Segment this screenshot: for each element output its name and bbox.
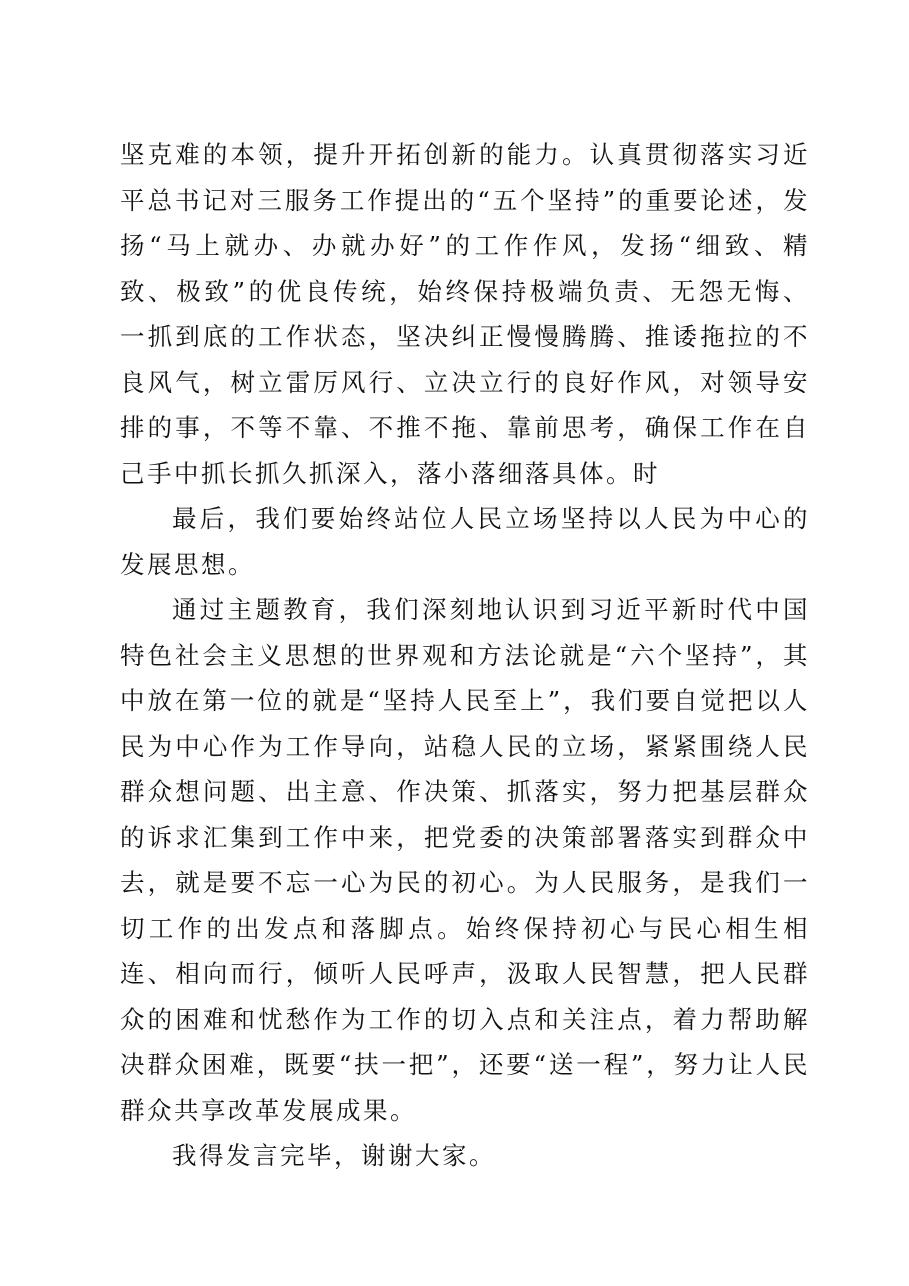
paragraph-closing: 我得发言完毕，谢谢大家。: [172, 1141, 496, 1170]
paragraph-theme-education: 通过主题教育，我们深刻地认识到习近平新时代中国特色社会主义思想的世界观和方法论就是“六个坚持”，其中放在第一位的就是“坚持人民至上”，我们要自觉把以人民为中心作为工作导向，站稳人民的立场，紧紧围绕人民群众想问题、出主意、作决策、抓落实，努力把基层群众的诉求汇集到工作中来，把党委的决策部署落实到群众中去，就是要不忘一心为民的初心。为人民服务，是我们一切工作的出发点和落脚点。始终保持初心与民心相生相连、相向而行，倾听人民呼声，汲取人民智慧，把人民群众的困难和忧愁作为工作的切入点和关注点，着力帮助解决群众困难，既要“扶一把”，还要“送一程”，努力让人民群众共享改革发展成果。: [120, 595, 810, 1125]
paragraph-finally: 最后，我们要始终站位人民立场坚持以人民为中心的发展思想。: [120, 504, 810, 579]
document-body: [120, 132, 810, 1179]
paragraph-continued: 坚克难的本领，提升开拓创新的能力。认真贯彻落实习近平总书记对三服务工作提出的“五个坚持”的重要论述，发扬“马上就办、办就办好”的工作作风，发扬“细致、精致、极致”的优良传统，始终保持极端负责、无怨无悔、一抓到底的工作状态，坚决纠正慢慢腾腾、推诿拖拉的不良风气，树立雷厉风行、立决立行的良好作风，对领导安排的事，不等不靠、不推不拖、靠前思考，确保工作在自己手中抓长抓久抓深入，落小落细落具体。时: [120, 140, 810, 488]
